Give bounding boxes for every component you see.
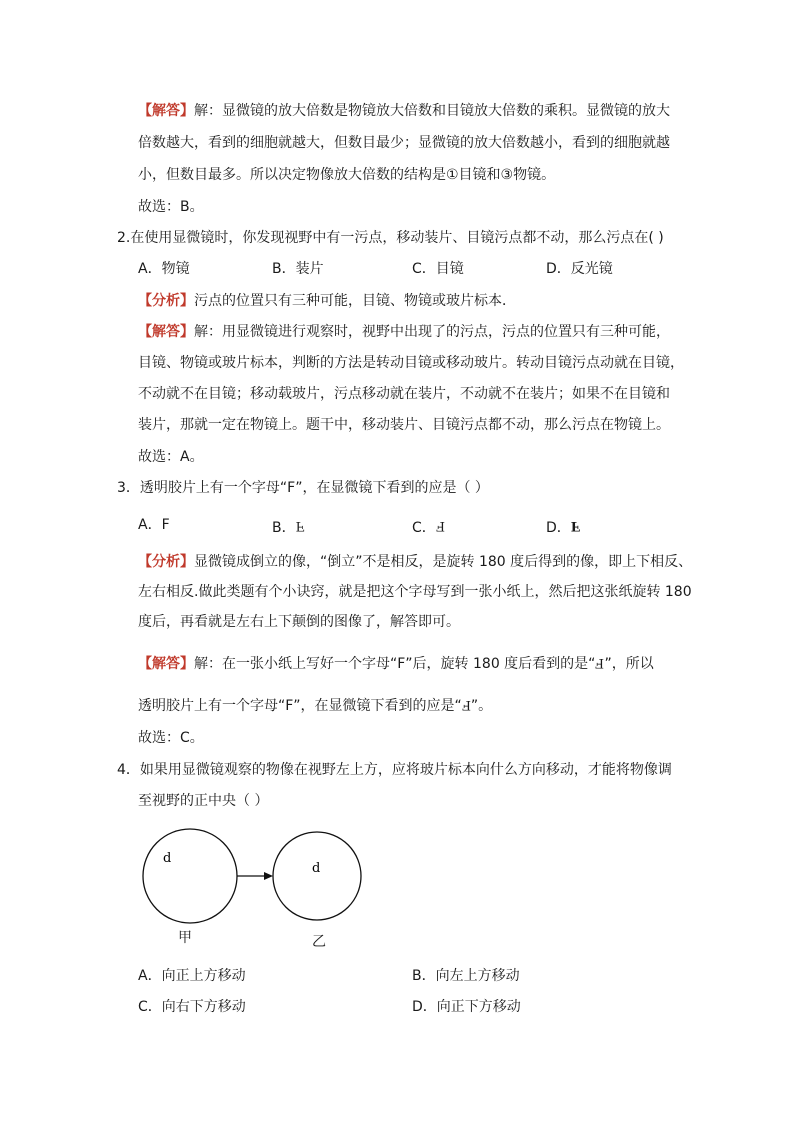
- analysis-tag: 【分析】: [138, 554, 194, 570]
- answer-tag: 【解答】: [138, 656, 194, 672]
- q2-option-a: A．物镜: [138, 261, 190, 277]
- choice-line: 故选：C。: [138, 730, 204, 746]
- answer-line: 装片，那就一定在物镜上。题干中，移动装片、目镜污点都不动，那么污点在物镜上。: [138, 417, 670, 433]
- answer-line: 不动就不在目镜；移动载玻片，污点移动就在装片，不动就不在装片；如果不在目镜和: [138, 386, 670, 402]
- answer-text: ”，所以: [604, 656, 654, 672]
- answer-text: 解：用显微镜进行观察时，视野中出现了的污点，污点的位置只有三种可能，: [194, 324, 670, 340]
- q3-option-d: [546, 515, 580, 538]
- q3-option-b: [272, 515, 305, 538]
- answer-line: [138, 322, 670, 342]
- answer-line: 倍数越大，看到的细胞就越大，但数目最少；显微镜的放大倍数越小，看到的细胞就越: [138, 135, 670, 151]
- rotated-f-glyph: F: [461, 697, 471, 712]
- analysis-line: [138, 291, 516, 311]
- answer-line: 小，但数目最多。所以决定物像放大倍数的结构是①目镜和③物镜。: [138, 167, 556, 183]
- answer-line: [138, 652, 654, 674]
- q3-option-b-label: B．: [272, 520, 296, 536]
- answer-line: 目镜、物镜或玻片标本，判断的方法是转动目镜或移动玻片。转动目镜污点动就在目镜，: [138, 355, 684, 371]
- answer-text: ”。: [470, 698, 493, 714]
- analysis-tag: 【分析】: [138, 293, 194, 309]
- answer-line: [138, 694, 492, 716]
- specimen-letter-jia: d: [163, 851, 172, 866]
- answer-line: [138, 101, 670, 121]
- caption-jia: 甲: [178, 930, 192, 946]
- analysis-line: [138, 552, 692, 572]
- question-2-stem: 2.在使用显微镜时，你发现视野中有一污点，移动装片、目镜污点都不动，那么污点在( ): [117, 230, 664, 246]
- choice-line: 故选：B。: [138, 199, 204, 215]
- caption-yi: 乙: [312, 934, 326, 950]
- answer-text: 解：显微镜的放大倍数是物镜放大倍数和目镜放大倍数的乘积。显微镜的放大: [194, 103, 670, 119]
- field-circle-yi: [273, 832, 361, 920]
- analysis-line: 度后，再看就是左右上下颠倒的图像了，解答即可。: [138, 614, 460, 630]
- answer-text: 透明胶片上有一个字母“F”，在显微镜下看到的应是“: [138, 698, 462, 714]
- q4-option-c: C．向右下方移动: [138, 999, 246, 1015]
- inverted-f-glyph: F: [570, 518, 581, 533]
- q3-option-a: A．F: [138, 517, 170, 533]
- arrow-head: [264, 872, 273, 880]
- microscope-field-diagram: [130, 820, 380, 955]
- analysis-line: 左右相反.做此类题有个小诀窍，就是把这个字母写到一张小纸上，然后把这张纸旋转 180: [138, 584, 692, 600]
- question-4-stem: 至视野的正中央（ ）: [138, 793, 269, 809]
- analysis-text: 显微镜成倒立的像，“倒立”不是相反，是旋转 180 度后得到的像，即上下相反、: [194, 554, 693, 570]
- field-circle-jia: [143, 829, 237, 923]
- question-4-stem: 4．如果用显微镜观察的物像在视野左上方，应将玻片标本向什么方向移动，才能将物像调: [117, 762, 672, 778]
- rotated-f-glyph: F: [435, 518, 445, 533]
- q2-option-b: B．装片: [272, 261, 324, 277]
- q3-option-c-label: C．: [412, 520, 436, 536]
- q4-option-d: D．向正下方移动: [412, 999, 521, 1015]
- q2-option-c: C．目镜: [412, 261, 464, 277]
- analysis-text: 污点的位置只有三种可能，目镜、物镜或玻片标本．: [194, 293, 516, 309]
- q3-option-c: [412, 515, 445, 538]
- q3-option-d-label: D．: [546, 520, 571, 536]
- flipped-f-glyph: F: [295, 518, 305, 533]
- q4-option-b: B．向左上方移动: [412, 968, 520, 984]
- answer-tag: 【解答】: [138, 103, 194, 119]
- answer-text: 解：在一张小纸上写好一个字母“F”后，旋转 180 度后看到的是“: [194, 656, 596, 672]
- question-3-stem: 3．透明胶片上有一个字母“F”，在显微镜下看到的应是（ ）: [117, 480, 489, 496]
- rotated-f-glyph: F: [595, 655, 605, 670]
- answer-tag: 【解答】: [138, 324, 194, 340]
- q4-option-a: A．向正上方移动: [138, 968, 246, 984]
- choice-line: 故选：A。: [138, 449, 204, 465]
- specimen-letter-yi: d: [312, 861, 321, 876]
- q2-option-d: D．反光镜: [546, 261, 613, 277]
